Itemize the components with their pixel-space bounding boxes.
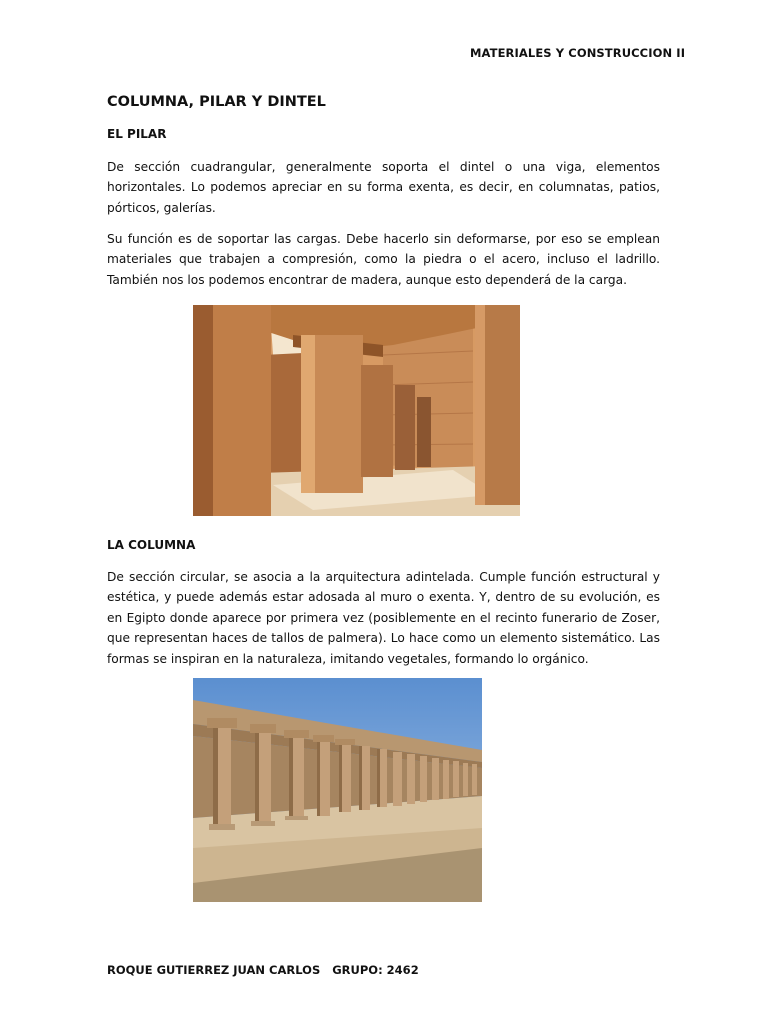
paragraph-columna-definition: De sección circular, se asocia a la arquitectura adintelada. Cumple función estructural y estética, y puede además estar adosada al muro o exenta. Y, dentro de su evolución, es en Egipto donde aparece por primera vez (posiblemente en el recinto funerario de Zoser, que representan haces de tallos de palmera). Lo hace como un elemento sistemático. Las formas se inspiran en la naturaleza, imitando vegetales, formando lo orgánico. [107,570,660,666]
pillars-photo [193,305,520,516]
document-title: COLUMNA, PILAR Y DINTEL [107,94,326,110]
page-footer: ROQUE GUTIERREZ JUAN CARLOS GRUPO: 2462 [107,963,419,977]
section-heading-pilar: EL PILAR [107,127,167,141]
columns-photo [193,678,482,902]
paragraph-pilar-definition: De sección cuadrangular, generalmente soporta el dintel o una viga, elementos horizontales. Lo podemos apreciar en su forma exenta, es decir, en columnatas, patios, pórticos, galerías. [107,160,660,215]
page-header: MATERIALES Y CONSTRUCCION II [470,46,686,60]
section-heading-columna: LA COLUMNA [107,538,196,552]
paragraph-pilar-function: Su función es de soportar las cargas. Debe hacerlo sin deformarse, por eso se emplean materiales que trabajen a compresión, como la piedra o el acero, incluso el ladrillo. También nos los podemos encontrar de madera, aunque esto dependerá de la carga. [107,232,660,287]
